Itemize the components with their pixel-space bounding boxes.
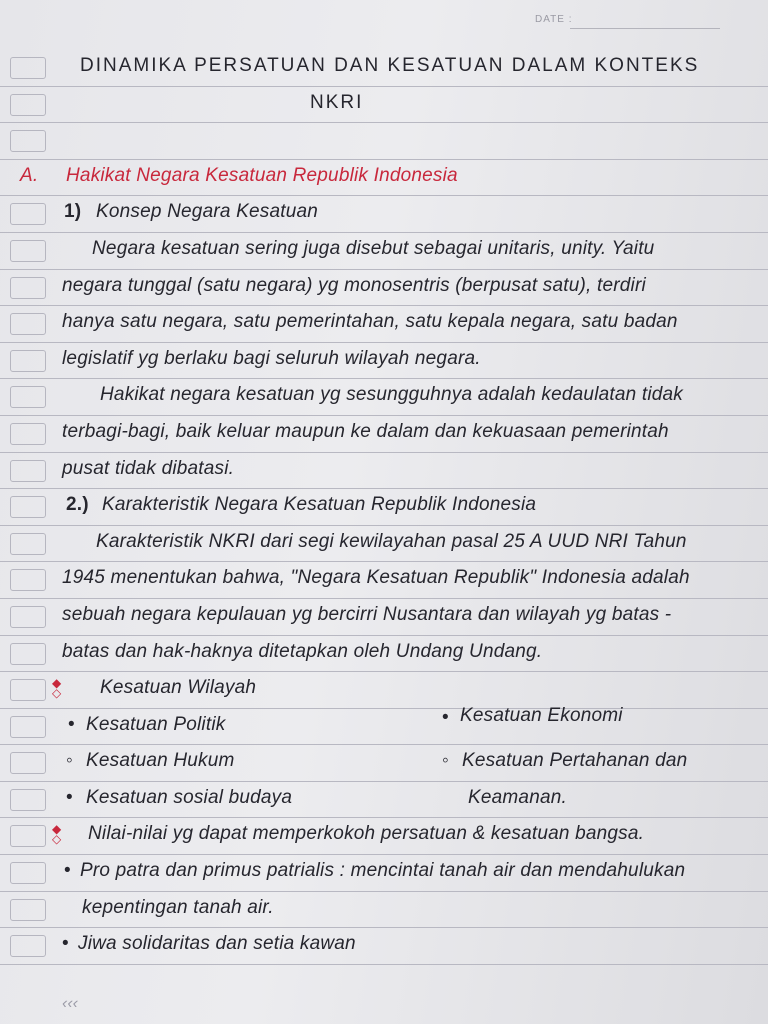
row (0, 160, 768, 197)
paragraph-line: batas dan hak-haknya ditetapkan oleh Undang Undang. (62, 640, 543, 662)
row (0, 855, 768, 892)
row (0, 306, 768, 343)
paragraph-line: sebuah negara kepulauan yg bercirri Nusantara dan wilayah yg batas - (62, 603, 672, 625)
margin-box (10, 496, 46, 518)
title-line-2: NKRI (310, 91, 364, 113)
margin-box (10, 240, 46, 262)
margin-box (10, 752, 46, 774)
row (0, 782, 768, 819)
row (0, 196, 768, 233)
margin-box (10, 130, 46, 152)
paragraph-line: negara tunggal (satu negara) yg monosentris (berpusat satu), terdiri (62, 274, 646, 296)
subsection-number: 1) (64, 201, 82, 223)
margin-box (10, 899, 46, 921)
bullet-icon: • (66, 786, 73, 808)
date-label: DATE : (535, 14, 573, 25)
bullet-icon: ◦ (66, 750, 73, 772)
margin-box (10, 94, 46, 116)
row (0, 50, 768, 87)
margin-box (10, 313, 46, 335)
bullet-icon: • (442, 706, 449, 728)
row (0, 489, 768, 526)
paragraph-line: hanya satu negara, satu pemerintahan, satu kepala negara, satu badan (62, 311, 678, 333)
paragraph-line: Karakteristik NKRI dari segi kewilayahan pasal 25 A UUD NRI Tahun (96, 530, 687, 552)
margin-box (10, 643, 46, 665)
row (0, 745, 768, 782)
ruled-lines (0, 50, 768, 965)
list-item: Kesatuan Politik (86, 713, 226, 735)
margin-box (10, 423, 46, 445)
list-item: Kesatuan Hukum (86, 750, 235, 772)
row (0, 526, 768, 563)
list-item: Kesatuan Pertahanan dan (462, 750, 688, 772)
row (0, 562, 768, 599)
section-heading: Hakikat Negara Kesatuan Republik Indonesia (66, 164, 458, 186)
row (0, 379, 768, 416)
list-item-continued: kepentingan tanah air. (82, 896, 274, 918)
margin-box (10, 533, 46, 555)
margin-box (10, 825, 46, 847)
row (0, 892, 768, 929)
paragraph-line: pusat tidak dibatasi. (62, 457, 235, 479)
row (0, 672, 768, 709)
list-heading: Kesatuan Wilayah (100, 677, 257, 699)
subsection-heading: Karakteristik Negara Kesatuan Republik Indonesia (102, 494, 537, 516)
margin-box (10, 935, 46, 957)
paragraph-line: 1945 menentukan bahwa, "Negara Kesatuan Republik" Indonesia adalah (62, 567, 690, 589)
margin-box (10, 386, 46, 408)
row (0, 123, 768, 160)
margin-box (10, 716, 46, 738)
date-line (570, 28, 720, 29)
row (0, 87, 768, 124)
row (0, 818, 768, 855)
margin-box (10, 57, 46, 79)
diamond-bullet-icon: ◆ ◇ (52, 822, 62, 847)
bullet-icon: • (68, 713, 75, 735)
paragraph-line: legislatif yg berlaku bagi seluruh wilayah negara. (62, 347, 481, 369)
list-item: Pro patra dan primus patrialis : mencintai tanah air dan mendahulukan (80, 860, 686, 882)
row (0, 928, 768, 965)
footer-mark: ‹‹‹ (62, 995, 78, 1012)
row (0, 233, 768, 270)
row (0, 636, 768, 673)
margin-box (10, 569, 46, 591)
list-heading: Nilai-nilai yg dapat memperkokoh persatuan & kesatuan bangsa. (88, 823, 645, 845)
margin-box (10, 203, 46, 225)
margin-box (10, 679, 46, 701)
list-item: Keamanan. (468, 786, 567, 808)
bullet-icon: ◦ (442, 750, 449, 772)
list-item: Jiwa solidaritas dan setia kawan (78, 933, 356, 955)
subsection-heading: Konsep Negara Kesatuan (96, 201, 319, 223)
paragraph-line: Negara kesatuan sering juga disebut sebagai unitaris, unity. Yaitu (92, 237, 655, 259)
list-item: Kesatuan sosial budaya (86, 786, 293, 808)
row (0, 270, 768, 307)
row (0, 343, 768, 380)
margin-box (10, 350, 46, 372)
row (0, 453, 768, 490)
row (0, 599, 768, 636)
margin-box (10, 460, 46, 482)
row (0, 704, 768, 746)
margin-box (10, 277, 46, 299)
margin-box (10, 789, 46, 811)
list-item: Kesatuan Ekonomi (460, 704, 623, 726)
title-line-1: DINAMIKA PERSATUAN DAN KESATUAN DALAM KONTEKS (80, 55, 700, 76)
margin-box (10, 606, 46, 628)
paragraph-line: terbagi-bagi, baik keluar maupun ke dalam dan kekuasaan pemerintah (62, 420, 669, 442)
bullet-icon: • (64, 860, 71, 882)
section-marker: A. (20, 164, 39, 186)
diamond-bullet-icon: ◆ ◇ (52, 676, 62, 701)
paragraph-line: Hakikat negara kesatuan yg sesungguhnya adalah kedaulatan tidak (100, 384, 684, 406)
bullet-icon: • (62, 933, 69, 955)
subsection-number: 2.) (66, 494, 89, 516)
row (0, 416, 768, 453)
margin-box (10, 862, 46, 884)
